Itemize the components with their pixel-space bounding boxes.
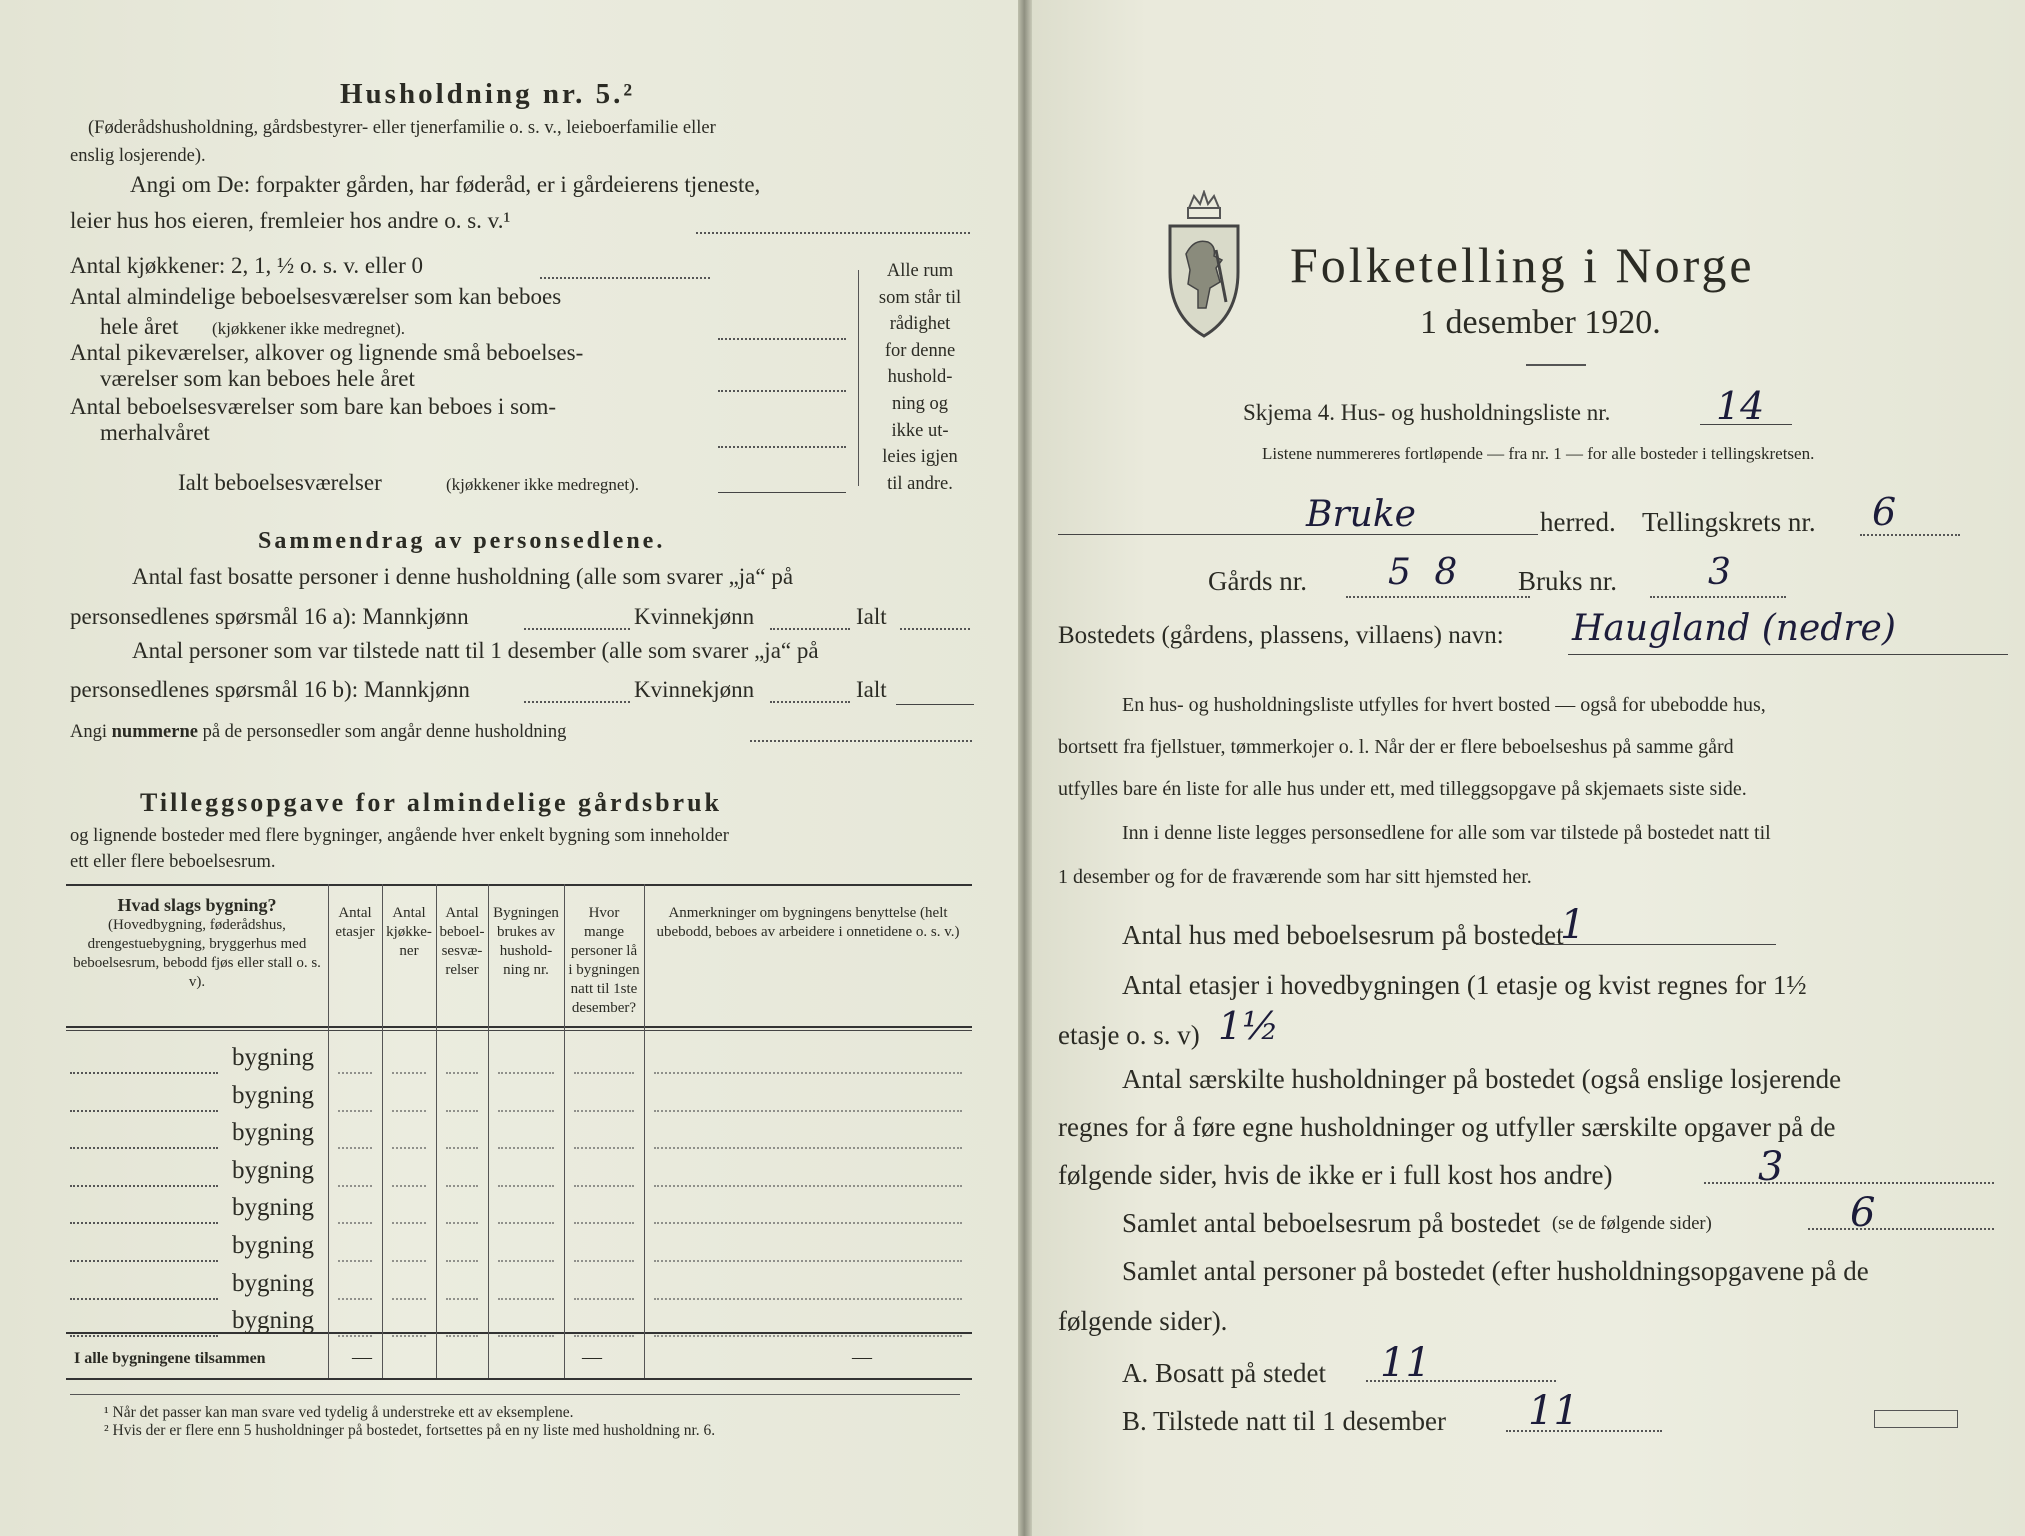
farm-table-row (66, 1155, 972, 1189)
farm-cell-field[interactable] (498, 1072, 554, 1074)
farm-column-title: Hvad slags bygning? (117, 895, 277, 915)
farm-column-header (491, 904, 561, 980)
farm-column-header (331, 904, 379, 942)
bruks-label: Bruks nr. (1518, 566, 1618, 596)
etasjer-value[interactable]: 1½ (1218, 1004, 1280, 1048)
farm-column-text: Antal beboel-sesvæ-relser (439, 905, 485, 978)
side-note-line: hushold- (887, 367, 953, 388)
farm-cell-field[interactable] (446, 1147, 478, 1149)
rooms-kjokkener: Antal kjøkkener: 2, 1, ½ o. s. v. eller 0 (70, 253, 424, 278)
farm-total-mark: — (852, 1346, 872, 1368)
farm-cell-field[interactable] (498, 1222, 554, 1224)
rooms-pike: værelser som kan beboes hele året (100, 366, 415, 391)
intro-text: enslig losjerende). (70, 146, 206, 166)
farm-cell-field[interactable] (392, 1072, 426, 1074)
summary-fast-label: personsedlenes spørsmål 16 a): Mannkjønn (70, 604, 469, 629)
instruction-2: Inn i denne liste legges personsedlene for alle som var tilstede på bostedet natt til (1122, 822, 1771, 844)
farm-cell-field[interactable] (498, 1185, 554, 1187)
page-fold (1018, 0, 1032, 1536)
side-note-line: som står til (878, 287, 962, 308)
farm-column-text: Bygningen brukes av hushold-ning nr. (493, 905, 559, 978)
farm-table-row (66, 1230, 972, 1264)
hus-value[interactable]: 1 (1560, 902, 1586, 948)
farm-table-row (66, 1080, 972, 1114)
farm-cell-field[interactable] (338, 1260, 372, 1262)
farm-cell-field[interactable] (654, 1335, 962, 1337)
tilstede-label: B. Tilstede natt til 1 desember (1122, 1406, 1446, 1436)
rum-note: (se de følgende sider) (1552, 1214, 1712, 1234)
farm-cell-field[interactable] (654, 1110, 962, 1112)
summary-fast-kvinne: Kvinnekjønn (634, 604, 755, 629)
summary-heading: Sammendrag av personsedlene. (258, 528, 666, 554)
farm-cell-field[interactable] (574, 1335, 634, 1337)
farm-cell-field[interactable] (654, 1185, 962, 1187)
listene-note: Listene nummereres fortløpende — fra nr. 1 — for alle bosteder i tellingskretsen. (1262, 444, 1815, 463)
summary-tilstede-ialt: Ialt (856, 677, 887, 702)
farm-cell-field[interactable] (392, 1335, 426, 1337)
footnote-2: ² Hvis der er flere enn 5 husholdninger på bostedet, fortsettes på en ny liste med husholdning nr. 6. (104, 1422, 716, 1439)
krets-label: Tellingskrets nr. (1642, 507, 1816, 537)
farm-cell-field[interactable] (338, 1110, 372, 1112)
farm-cell-field[interactable] (338, 1222, 372, 1224)
farm-total-label: I alle bygningene tilsammen (74, 1350, 266, 1367)
farm-cell-field[interactable] (338, 1335, 372, 1337)
gards-label: Gårds nr. (1208, 566, 1307, 596)
side-note-line: ikke ut- (891, 420, 949, 441)
farm-row-label: bygning (232, 1307, 314, 1335)
summary-tilstede-label: personsedlenes spørsmål 16 b): Mannkjønn (70, 677, 470, 702)
instruction-1: bortsett fra fjellstuer, tømmerkojer o. l. Når der er flere beboelseshus på samme gård (1058, 736, 1734, 758)
side-note-line: ning og (891, 393, 948, 414)
side-note-line: rådighet (889, 314, 951, 335)
farm-cell-field[interactable] (392, 1222, 426, 1224)
farm-cell-field[interactable] (498, 1298, 554, 1300)
etasjer-label: etasje o. s. v) (1058, 1020, 1200, 1050)
farm-cell-field[interactable] (654, 1072, 962, 1074)
farm-cell-field[interactable] (574, 1147, 634, 1149)
farm-cell-field[interactable] (498, 1335, 554, 1337)
side-note-line: leies igjen (882, 447, 958, 468)
rooms-side-note (866, 258, 974, 497)
instruction-1: En hus- og husholdningsliste utfylles for hvert bosted — også for ubebodde hus, (1122, 694, 1766, 716)
instruction-2: 1 desember og for de fraværende som har sitt hjemsted her. (1058, 866, 1532, 888)
farm-cell-field[interactable] (654, 1222, 962, 1224)
angi-text: Angi om De: forpakter gården, har føderåd, er i gårdeierens tjeneste, (130, 172, 761, 197)
farm-cell-field[interactable] (654, 1298, 962, 1300)
rum-value[interactable]: 6 (1850, 1190, 1876, 1236)
rooms-ialt: Ialt beboelsesværelser (178, 470, 382, 495)
farm-cell-field[interactable] (498, 1110, 554, 1112)
farm-cell-field[interactable] (392, 1110, 426, 1112)
summary-tilstede: Antal personer som var tilstede natt til 1 desember (alle som svarer „ja“ på (132, 638, 819, 663)
skjema-label: Skjema 4. Hus- og husholdningsliste nr. (1243, 400, 1611, 425)
farm-row-label: bygning (232, 1119, 314, 1147)
farm-cell-field[interactable] (574, 1072, 634, 1074)
farm-table-row (66, 1268, 972, 1302)
farm-cell-field[interactable] (574, 1222, 634, 1224)
farm-cell-field[interactable] (498, 1260, 554, 1262)
farm-cell-field[interactable] (338, 1185, 372, 1187)
farm-column-text: Antal kjøkke-ner (386, 905, 432, 959)
farm-row-label: bygning (232, 1194, 314, 1222)
bosted-value[interactable]: Haugland (nedre) (1572, 608, 1896, 649)
farm-table-row (66, 1305, 972, 1339)
farm-column-header (647, 904, 969, 942)
farm-table-row (66, 1117, 972, 1151)
side-note-line: til andre. (887, 473, 953, 494)
herred-label: herred. (1540, 507, 1616, 537)
side-note-line: Alle rum (886, 261, 954, 281)
farm-row-label: bygning (232, 1044, 314, 1071)
footnote-1: ¹ Når det passer kan man svare ved tydelig å understreke ett av eksemplene. (104, 1404, 574, 1421)
farm-row-label: bygning (232, 1269, 314, 1297)
farm-cell-field[interactable] (654, 1147, 962, 1149)
rooms-sommer: Antal beboelsesværelser som bare kan beboes i som- (70, 394, 557, 419)
bosted-label: Bostedets (gårdens, plassens, villaens) navn: (1058, 622, 1504, 649)
farm-table-row (66, 1192, 972, 1226)
farm-cell-field[interactable] (574, 1298, 634, 1300)
intro-text: (Føderådshusholdning, gårdsbestyrer- eller tjenerfamilie o. s. v., leieboerfamilie eller (88, 118, 716, 138)
rooms-alm: hele året (100, 314, 179, 339)
husholdninger-label: følgende sider, hvis de ikke er i full kost hos andre) (1058, 1160, 1613, 1190)
farm-cell-field[interactable] (574, 1110, 634, 1112)
farm-cell-field[interactable] (338, 1147, 372, 1149)
tilstede-value[interactable]: 11 (1528, 1388, 1579, 1434)
census-title: Folketelling i Norge (1290, 237, 1755, 293)
etasjer-label: Antal etasjer i hovedbygningen (1 etasje og kvist regnes for 1½ (1122, 970, 1807, 1000)
farm-row-label: bygning (232, 1156, 314, 1184)
right-page (1028, 0, 2025, 1536)
bruks-value[interactable]: 3 (1708, 552, 1731, 593)
farm-total-mark: — (582, 1346, 602, 1368)
household-title: Husholdning nr. 5.² (340, 78, 636, 110)
farm-cell-field[interactable] (338, 1072, 372, 1074)
farm-cell-field[interactable] (446, 1260, 478, 1262)
husholdninger-label: regnes for å føre egne husholdninger og utfyller særskilte opgaver på de (1058, 1112, 1836, 1142)
hus-label: Antal hus med beboelsesrum på bostedet (1122, 920, 1564, 950)
rooms-ialt-note: (kjøkkener ikke medregnet). (446, 475, 640, 494)
farm-column-text: Hvor mange personer lå i bygningen natt til 1ste desember? (568, 905, 640, 1016)
personer-label: følgende sider). (1058, 1306, 1228, 1336)
farm-cell-field[interactable] (654, 1260, 962, 1262)
farm-row-label: bygning (232, 1081, 314, 1109)
angi-text: leier hus hos eieren, fremleier hos andre o. s. v.¹ (70, 208, 511, 233)
rooms-alm: Antal almindelige beboelsesværelser som kan beboes (70, 284, 562, 309)
farm-column-text: Antal etasjer (335, 905, 375, 940)
summary-numbers: Angi nummerne på de personsedler som angår denne husholdning (70, 722, 567, 742)
bosatt-label: A. Bosatt på stedet (1122, 1358, 1326, 1388)
farm-cell-field[interactable] (574, 1260, 634, 1262)
summary-tilstede-kvinne: Kvinnekjønn (634, 677, 755, 702)
farm-column-header (567, 904, 641, 1018)
rum-label: Samlet antal beboelsesrum på bostedet (1122, 1208, 1541, 1238)
husholdninger-value[interactable]: 3 (1758, 1144, 1784, 1190)
farm-cell-field[interactable] (498, 1147, 554, 1149)
husholdninger-label: Antal særskilte husholdninger på bostedet (også enslige losjerende (1122, 1064, 1842, 1094)
farm-cell-field[interactable] (392, 1260, 426, 1262)
farm-column-header (69, 894, 325, 992)
farm-cell-field[interactable] (574, 1185, 634, 1187)
farm-sub: ett eller flere beboelsesrum. (70, 852, 276, 872)
farm-cell-field[interactable] (392, 1185, 426, 1187)
farm-cell-field[interactable] (446, 1110, 478, 1112)
farm-column-header (439, 904, 485, 980)
farm-cell-field[interactable] (446, 1185, 478, 1187)
farm-row-label: bygning (232, 1232, 314, 1259)
instruction-1: utfylles bare én liste for alle hus under ett, med tilleggsopgave på skjemaets siste side. (1058, 778, 1747, 800)
farm-heading: Tilleggsopgave for almindelige gårdsbruk (140, 788, 723, 817)
farm-table (66, 884, 972, 1380)
farm-cell-field[interactable] (392, 1298, 426, 1300)
summary-fast: Antal fast bosatte personer i denne husholdning (alle som svarer „ja“ på (132, 564, 794, 589)
farm-cell-field[interactable] (446, 1222, 478, 1224)
summary-fast-ialt: Ialt (856, 604, 887, 629)
rooms-sommer: merhalvåret (100, 420, 210, 445)
rooms-pike: Antal pikeværelser, alkover og lignende små beboelses- (70, 340, 584, 365)
side-note-line: for denne (884, 340, 956, 361)
herred-value[interactable]: Bruke (1306, 494, 1416, 535)
farm-column-header (385, 904, 433, 961)
krets-value[interactable]: 6 (1872, 490, 1897, 534)
farm-cell-field[interactable] (392, 1147, 426, 1149)
norway-coat-of-arms (1164, 190, 1244, 340)
farm-cell-field[interactable] (446, 1298, 478, 1300)
farm-cell-field[interactable] (446, 1072, 478, 1074)
farm-cell-field[interactable] (338, 1298, 372, 1300)
rooms-alm-note: (kjøkkener ikke medregnet). (212, 319, 406, 338)
bosatt-value[interactable]: 11 (1380, 1340, 1431, 1386)
census-date: 1 desember 1920. (1420, 304, 1661, 341)
farm-sub: og lignende bosteder med flere bygninger, angående hver enkelt bygning som inneholder (70, 826, 729, 846)
skjema-value[interactable]: 14 (1716, 384, 1765, 428)
farm-table-row (66, 1042, 972, 1076)
farm-total-mark: — (352, 1346, 372, 1368)
farm-cell-field[interactable] (446, 1335, 478, 1337)
farm-column-text: Anmerkninger om bygningens benyttelse (helt ubebodd, beboes av arbeidere i onnetidene o. s. v.) (656, 905, 960, 940)
personer-label: Samlet antal personer på bostedet (efter husholdningsopgavene på de (1122, 1256, 1869, 1286)
farm-column-text: (Hovedbygning, føderådshus, drengestuebygning, bryggerhus med beboelsesrum, bebodd fjøs eller stall o. s. v). (73, 917, 321, 990)
printer-stamp (1874, 1410, 1958, 1428)
gards-value[interactable]: 5 8 (1388, 552, 1464, 593)
